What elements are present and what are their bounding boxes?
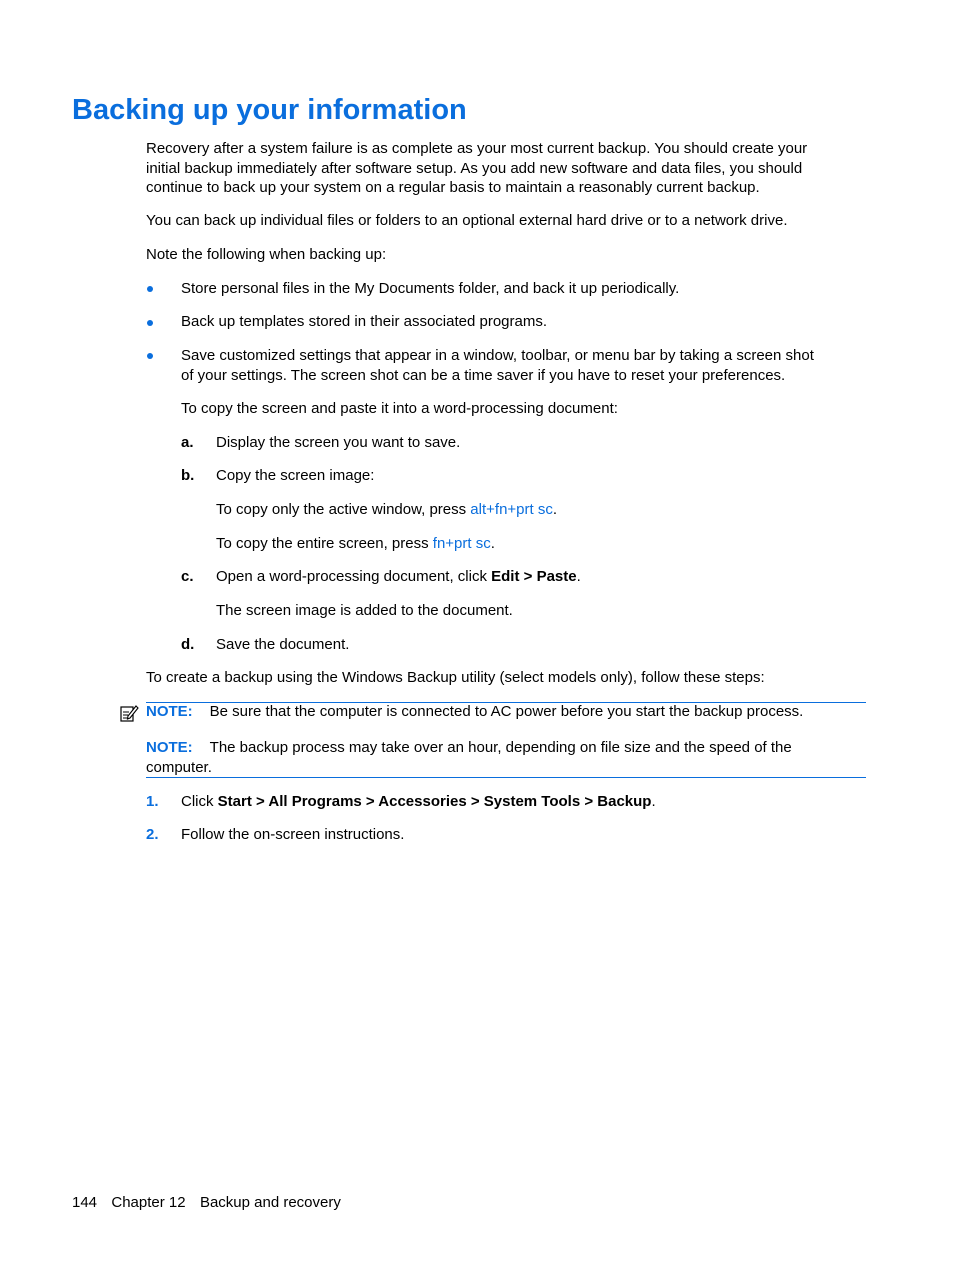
numbered-step — [181, 792, 656, 812]
menu-path: Edit > Paste — [491, 568, 577, 585]
bullet-dot — [147, 353, 153, 359]
bullet-item — [181, 346, 814, 385]
page-title: Backing up your information — [72, 94, 467, 126]
step-text: Display the screen you want to save. — [216, 434, 461, 451]
step-marker: c. — [181, 568, 194, 585]
step-text: Copy the screen image: — [216, 467, 375, 484]
step-followup: The screen image is added to the document. — [216, 602, 513, 619]
step-marker: b. — [181, 467, 195, 484]
numbered-marker: 1. — [146, 793, 159, 810]
chapter-label: Chapter 12 — [111, 1194, 186, 1211]
note-label: NOTE: — [146, 739, 193, 756]
bullet-dot — [147, 286, 153, 292]
active-window-instruction — [216, 500, 557, 520]
instruction-text: Click — [181, 793, 218, 810]
step-text — [216, 567, 581, 587]
intro-line: Recovery after a system failure is as complete as your most current backup. You should create your — [146, 140, 808, 157]
note-text: The backup process may take over an hour, depending on file size and the speed of the — [209, 739, 792, 756]
punctuation: . — [651, 793, 656, 810]
windows-backup-intro: To create a backup using the Windows Backup utility (select models only), follow these steps: — [146, 669, 765, 686]
instruction-text: To copy the entire screen, press — [216, 535, 433, 552]
external-drive-paragraph: You can back up individual files or folders to an optional external hard drive or to a network drive. — [146, 212, 788, 229]
punctuation: . — [576, 568, 581, 585]
punctuation: . — [490, 535, 495, 552]
note-2 — [146, 738, 792, 777]
copy-screen-intro: To copy the screen and paste it into a word-processing document: — [181, 400, 618, 417]
note-1 — [146, 702, 803, 722]
page-footer — [72, 1193, 341, 1213]
note-label: NOTE: — [146, 703, 193, 720]
note-bottom-rule — [146, 777, 866, 778]
punctuation: . — [552, 501, 558, 518]
bullet-item: Back up templates stored in their associated programs. — [181, 313, 548, 330]
intro-line: continue to back up your system on a regular basis to maintain a reasonably current backup. — [146, 179, 760, 196]
key-combo-link[interactable]: alt+fn+prt sc — [470, 501, 553, 518]
key-combo-link[interactable]: fn+prt sc — [432, 535, 491, 552]
step-marker: d. — [181, 636, 195, 653]
note-pencil-icon — [119, 703, 139, 723]
note-text: computer. — [146, 758, 212, 776]
step-marker: a. — [181, 434, 194, 451]
menu-path: Start > All Programs > Accessories > System Tools > Backup — [217, 793, 652, 810]
section-label: Backup and recovery — [199, 1194, 341, 1211]
numbered-step: Follow the on-screen instructions. — [181, 826, 405, 843]
bullet-dot — [147, 320, 153, 326]
instruction-text: To copy only the active window, press — [216, 501, 471, 518]
step-text: Save the document. — [216, 636, 350, 653]
bullet-line: of your settings. The screen shot can be a time saver if you have to reset your preferences. — [181, 366, 786, 384]
note-following-paragraph: Note the following when backing up: — [146, 246, 387, 263]
page-number: 144 — [72, 1194, 98, 1211]
intro-line: initial backup immediately after software setup. As you add new software and data files, you should — [146, 159, 803, 177]
entire-screen-instruction — [216, 534, 495, 554]
bullet-line: Save customized settings that appear in a window, toolbar, or menu bar by taking a screen shot — [181, 347, 814, 364]
instruction-text: Open a word-processing document, click — [216, 568, 492, 585]
numbered-marker: 2. — [146, 826, 159, 843]
note-text: Be sure that the computer is connected to AC power before you start the backup process. — [209, 703, 804, 720]
intro-paragraph — [146, 139, 807, 198]
bullet-item: Store personal files in the My Documents folder, and back it up periodically. — [181, 280, 680, 297]
